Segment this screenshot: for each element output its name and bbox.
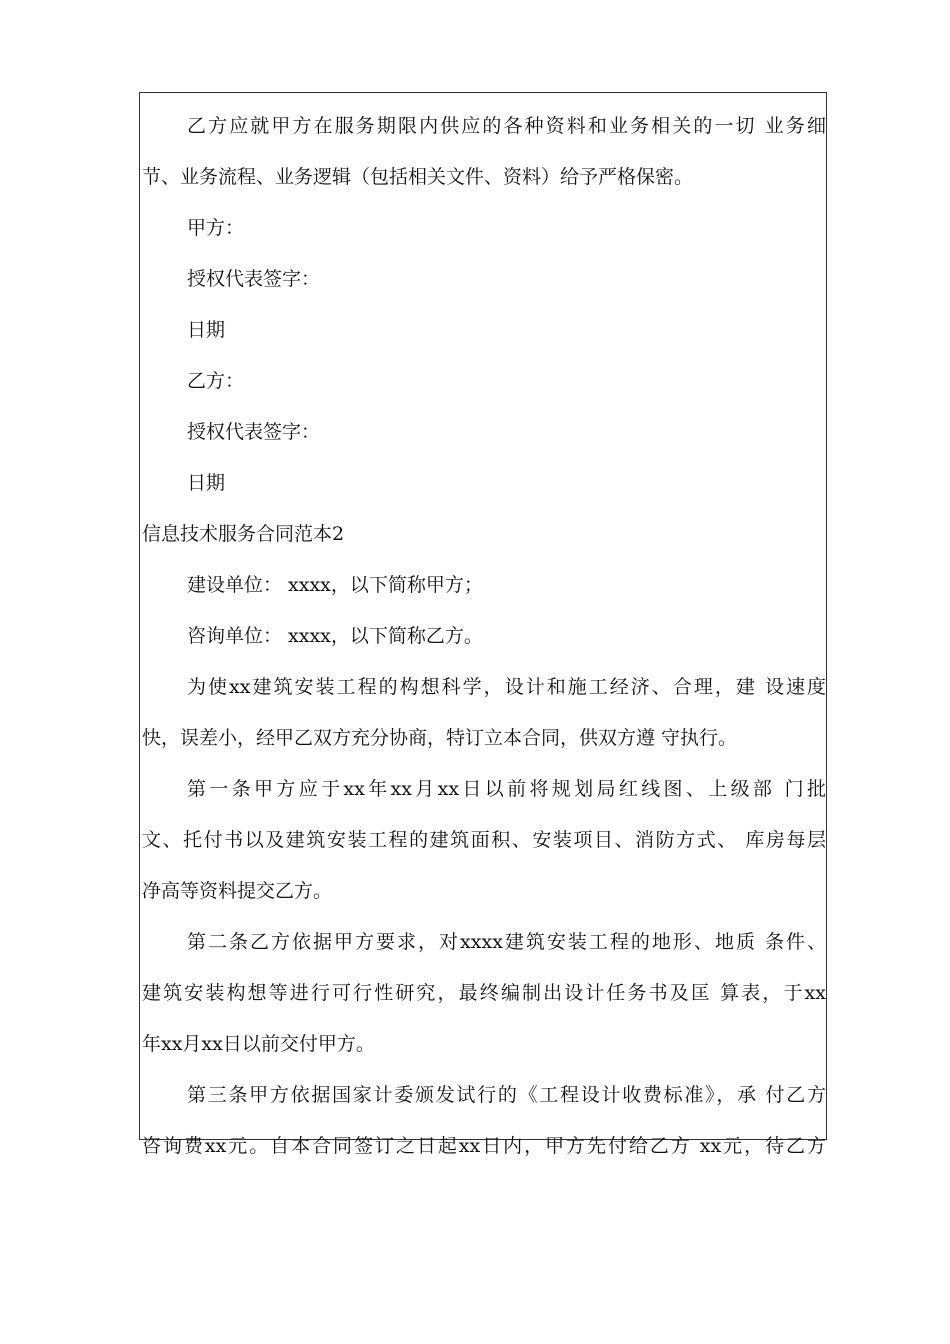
- text-line: 日期: [187, 319, 226, 341]
- text-line: 信息技术服务合同范本2: [142, 523, 345, 545]
- text-line: 甲方：: [187, 217, 245, 239]
- text-line: 授权代表签字：: [187, 268, 321, 290]
- text-line: 日期: [187, 472, 226, 494]
- text-line: 快，误差小，经甲乙双方充分协商，特订立本合同，供双方遵 守执行。: [142, 727, 738, 749]
- text-line: 咨询单位： xxxx，以下简称乙方。: [187, 625, 483, 647]
- text-line: 乙方应就甲方在服务期限内供应的各种资料和业务相关的一切 业务细: [187, 115, 826, 137]
- text-line: 年xx月xx日以前交付甲方。: [142, 1033, 375, 1055]
- text-line: 节、业务流程、业务逻辑（包括相关文件、资料）给予严格保密。: [142, 166, 694, 188]
- text-line: 咨询费xx元。自本合同签订之日起xx日内，甲方先付给乙方 xx元，待乙方: [142, 1135, 826, 1157]
- text-line: 第三条甲方依据国家计委颁发试行的《工程设计收费标准》，承 付乙方: [187, 1084, 826, 1106]
- text-line: 建筑安装构想等进行可行性研究，最终编制出设计任务书及匡 算表，于xx: [142, 982, 826, 1004]
- text-line: 建设单位： xxxx，以下简称甲方；: [187, 574, 483, 596]
- text-line: 为使xx建筑安装工程的构想科学，设计和施工经济、合理，建 设速度: [187, 676, 826, 698]
- text-line: 第二条乙方依据甲方要求，对xxxx建筑安装工程的地形、地质 条件、: [187, 931, 826, 953]
- text-line: 乙方：: [187, 370, 245, 392]
- document-body: [142, 101, 826, 1172]
- text-line: 净高等资料提交乙方。: [142, 880, 333, 902]
- text-line: 文、托付书以及建筑安装工程的建筑面积、安装项目、消防方式、 库房每层: [142, 829, 826, 851]
- document-frame: [139, 92, 827, 1157]
- text-line: 授权代表签字：: [187, 421, 321, 443]
- text-line: 第一条甲方应于xx年xx月xx日以前将规划局红线图、上级部 门批: [187, 778, 826, 800]
